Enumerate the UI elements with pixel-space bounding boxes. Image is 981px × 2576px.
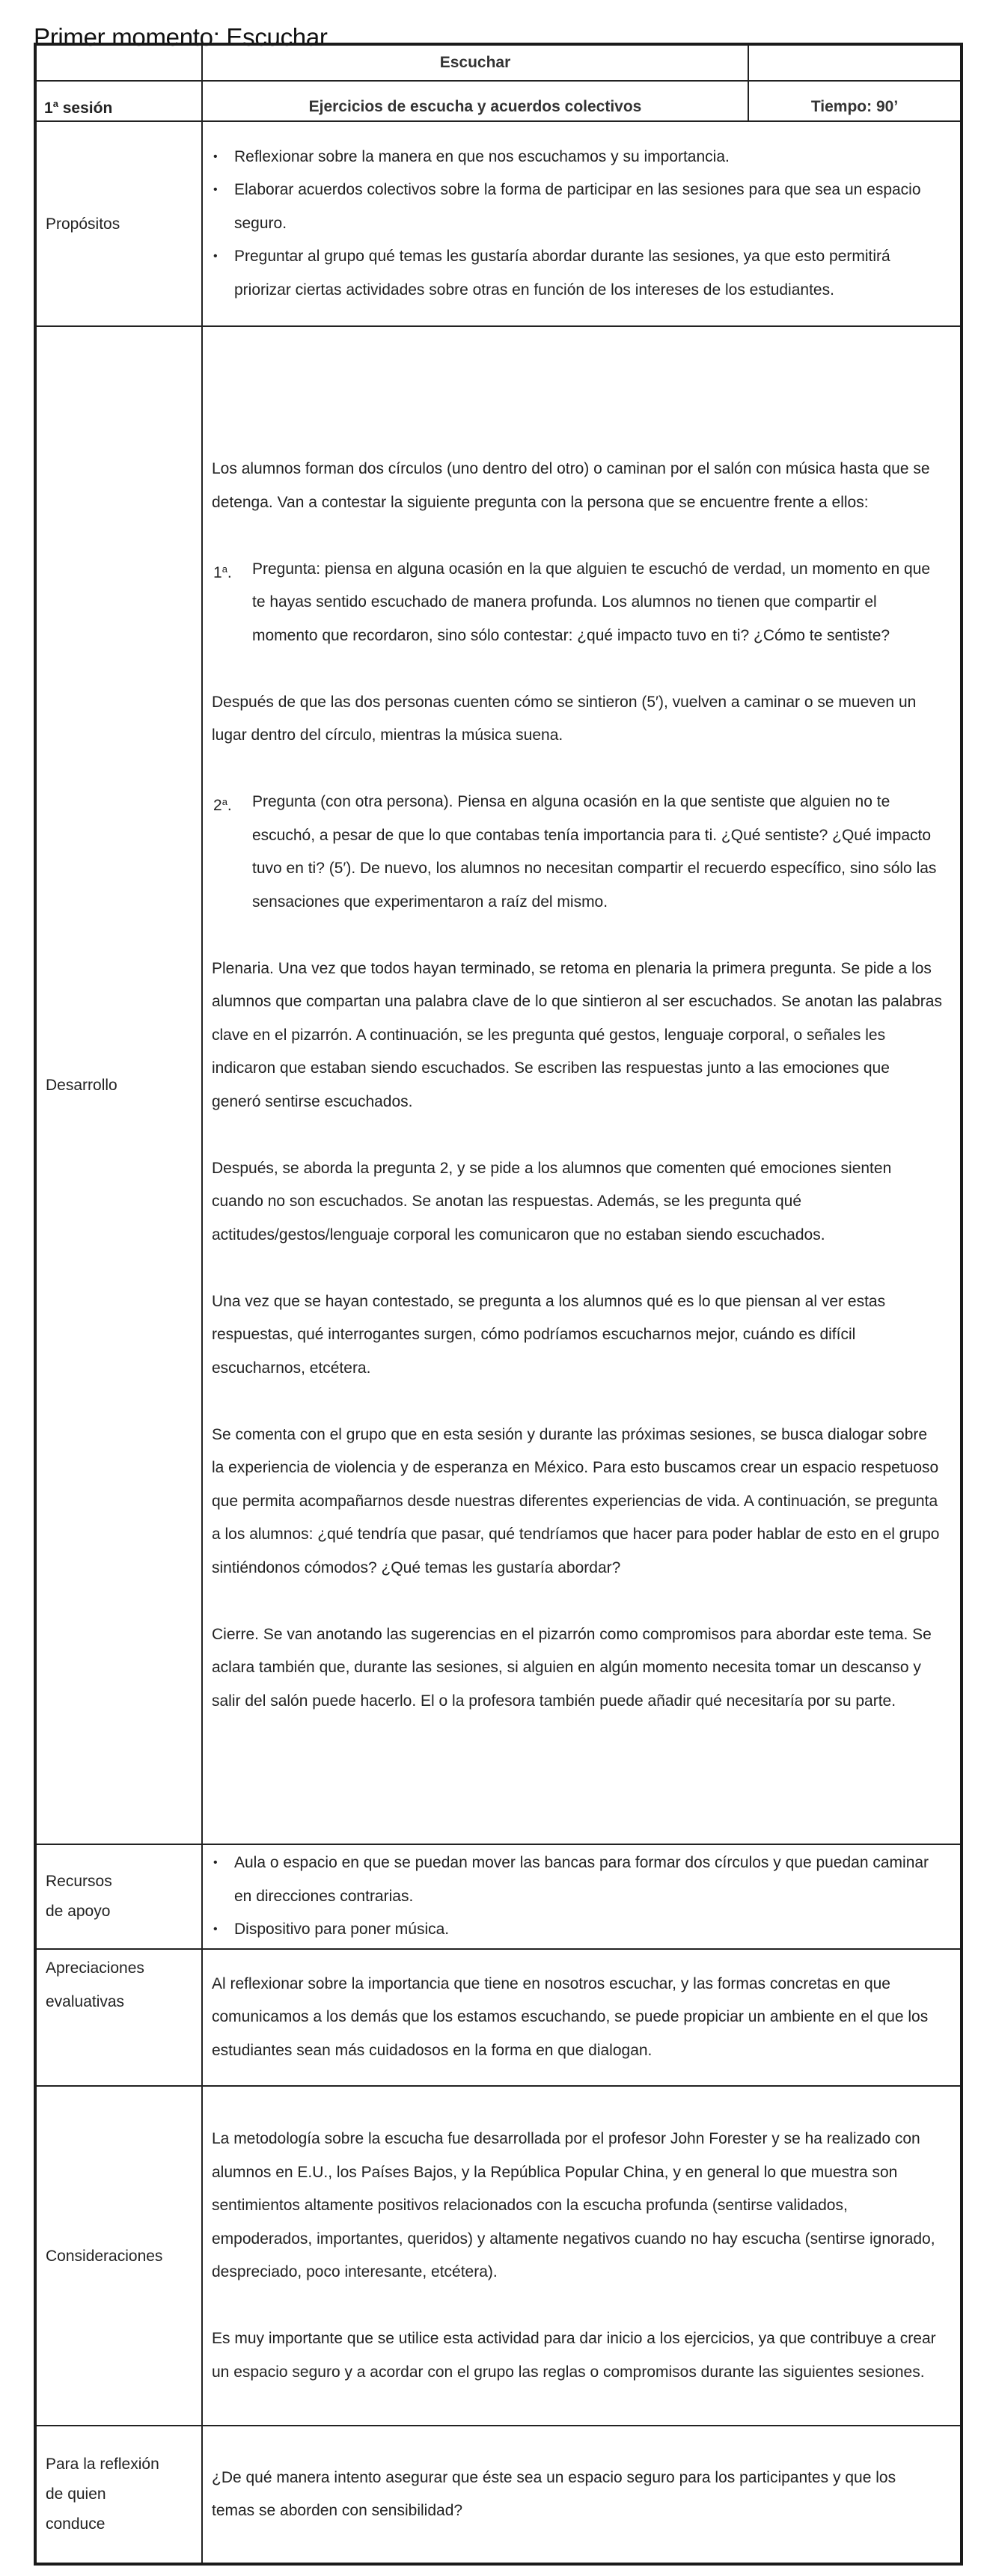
consideraciones-paragraph-1: La metodología sobre la escucha fue desarrollada por el profesor John Forester y se ha realizado con alumnos en E.U., los Países Bajos, y la República Popular China, y en general lo que muestra son sentimientos altamente positivos relacionados con la escucha profunda (sentirse validados, empoderados, importantes, queridos) y altamente negativos cuando no hay escucha (sentirse ignorado, despreciado, poco interesante, etcétera). (212, 2130, 935, 2280)
desarrollo-after-q1: Después de que las dos personas cuenten cómo se sintieron (5′), vuelven a caminar o se mueven un lugar dentro del círculo, mientras la música suena. (212, 693, 917, 744)
list-item: • Elaborar acuerdos colectivos sobre la forma de participar en las sesiones para que sea un espacio seguro. (212, 174, 942, 240)
question-1 (212, 553, 942, 653)
row-label-recursos-line2: de apoyo (46, 1903, 111, 1920)
propositos-list (212, 141, 942, 308)
row-label-reflexion-line3: conduce (46, 2515, 106, 2533)
consideraciones-content (202, 2086, 962, 2426)
list-item: • Dispositivo para poner música. (212, 1913, 942, 1947)
list-item: • Reflexionar sobre la manera en que nos escuchamos y su importancia. (212, 141, 942, 174)
session-label (35, 81, 202, 121)
row-reflexion (35, 2426, 962, 2564)
header-row-1 (35, 44, 962, 81)
session-ordinal: a (52, 98, 58, 109)
row-label-consideraciones: Consideraciones (35, 2086, 202, 2426)
header-moment-title: Escuchar (202, 44, 748, 81)
row-desarrollo (35, 326, 962, 1844)
row-label-propositos: Propósitos (35, 121, 202, 326)
desarrollo-se-comenta: Se comenta con el grupo que en esta sesión y durante las próximas sesiones, se busca dialogar sobre la experiencia de violencia y de esperanza en México. Para esto buscamos crear un espacio respetuoso que permita acompañarnos desde nuestras diferentes experiencias de vida. A continuación, se pregunta a los alumnos: ¿qué tendría que pasar, qué tendríamos que hacer para poder hablar de esto en el grupo sintiéndonos cómodos? ¿Qué temas les gustaría abordar? (212, 1425, 940, 1576)
header-empty-cell-right (748, 44, 962, 81)
list-item: • Aula o espacio en que se puedan mover las bancas para formar dos círculos y que puedan caminar en direcciones contrarias. (212, 1847, 942, 1913)
apreciaciones-content (202, 1949, 962, 2086)
session-number: 1 (44, 100, 53, 117)
row-label-recursos (35, 1844, 202, 1949)
row-propositos (35, 121, 962, 326)
row-label-recursos-line1: Recursos (46, 1873, 112, 1890)
desarrollo-despues: Después, se aborda la pregunta 2, y se pide a los alumnos que comenten qué emociones sienten cuando no son escuchados. Se anotan las respuestas. Además, se les pregunta qué actitudes/gestos/lenguaje corporal les comunicaron que no estaban siendo escuchados. (212, 1159, 892, 1243)
consideraciones-paragraph-2: Es muy importante que se utilice esta actividad para dar inicio a los ejercicios, ya que contribuye a crear un espacio seguro y a acordar con el grupo las reglas o compromisos durante las siguientes sesiones. (212, 2330, 936, 2381)
row-label-apreciaciones (35, 1949, 202, 2086)
reflexion-question: ¿De qué manera intento asegurar que éste sea un espacio seguro para los participantes y que los temas se aborden con sensibilidad? (212, 2468, 896, 2519)
desarrollo-intro: Los alumnos forman dos círculos (uno dentro del otro) o caminan por el salón con música hasta que se detenga. Van a contestar la siguiente pregunta con la persona que se encuentre frente a ellos: (212, 460, 930, 511)
page-title: Primer momento: Escuchar (34, 23, 328, 52)
header-empty-cell-left (35, 44, 202, 81)
row-label-reflexion-line1: Para la reflexión (46, 2456, 159, 2473)
question-1-text: Pregunta: piensa en alguna ocasión en la que alguien te escuchó de verdad, un momento en que te hayas sentido escuchado de manera profunda. Los alumnos no tienen que compartir el momento que recordaron, sino sólo contestar: ¿qué impacto tuvo en ti? ¿Cómo te sentiste? (252, 560, 930, 644)
row-label-desarrollo: Desarrollo (35, 326, 202, 1844)
question-2-marker: 2$^a$. (213, 796, 232, 814)
desarrollo-content (202, 326, 962, 1844)
row-apreciaciones (35, 1949, 962, 2086)
propositos-content (202, 121, 962, 326)
desarrollo-cierre: Cierre. Se van anotando las sugerencias en el pizarrón como compromisos para abordar este tema. Se aclara también que, durante las sesiones, si alguien en algún momento necesita tomar un descanso y salir del salón puede hacerlo. El o la profesora también puede añadir qué necesitaría por su parte. (212, 1625, 932, 1710)
list-item: • Preguntar al grupo qué temas les gustaría abordar durante las sesiones, ya que esto permitirá priorizar ciertas actividades sobre otras en función de los intereses de los estudiantes. (212, 240, 942, 307)
recursos-content (202, 1844, 962, 1949)
reflexion-content (202, 2426, 962, 2564)
apreciaciones-text: Al reflexionar sobre la importancia que tiene en nosotros escuchar, y las formas concretas en que comunicamos a los demás que los estamos escuchando, se puede propiciar un ambiente en el que los estudiantes sean más cuidadosos en la forma en que dialogan. (212, 1974, 929, 2059)
row-label-reflexion (35, 2426, 202, 2564)
recursos-list (212, 1847, 942, 1947)
session-plan-table (34, 43, 963, 2566)
row-label-apreciaciones-line1: Apreciaciones (46, 1959, 144, 1977)
session-word: sesión (58, 100, 113, 117)
question-2-text: Pregunta (con otra persona). Piensa en alguna ocasión en la que sentiste que alguien no te escuchó, a pesar de que lo que contabas tenía importancia para ti. ¿Qué sentiste? ¿Qué impacto tuvo en ti? (5′). De nuevo, los alumnos no necesitan compartir el recuerdo específico, sino sólo las sensaciones que experimentaron a raíz del mismo. (252, 793, 937, 911)
row-consideraciones (35, 2086, 962, 2426)
row-label-reflexion-line2: de quien (46, 2485, 106, 2503)
desarrollo-una-vez: Una vez que se hayan contestado, se pregunta a los alumnos qué es lo que piensan al ver estas respuestas, qué interrogantes surgen, cómo podríamos escucharnos mejor, cuándo es difícil escucharnos, etcétera. (212, 1292, 886, 1377)
question-2 (212, 786, 942, 919)
header-row-2 (35, 81, 962, 121)
session-time: Tiempo: 90’ (748, 81, 962, 121)
question-1-marker: 1$^a$. (213, 563, 232, 581)
desarrollo-plenaria: Plenaria. Una vez que todos hayan terminado, se retoma en plenaria la primera pregunta. Se pide a los alumnos que compartan una palabra clave de lo que sintieron al ser escuchados. Se anotan las palabras clave en el pizarrón. A continuación, se les pregunta qué gestos, lenguaje corporal, o señales les indicaron que estaban siendo escuchados. Se escriben las respuestas junto a las emociones que generó sentirse escuchados. (212, 959, 942, 1110)
row-recursos (35, 1844, 962, 1949)
activity-title: Ejercicios de escucha y acuerdos colectivos (202, 81, 748, 121)
row-label-apreciaciones-line2: evaluativas (46, 1993, 125, 2010)
